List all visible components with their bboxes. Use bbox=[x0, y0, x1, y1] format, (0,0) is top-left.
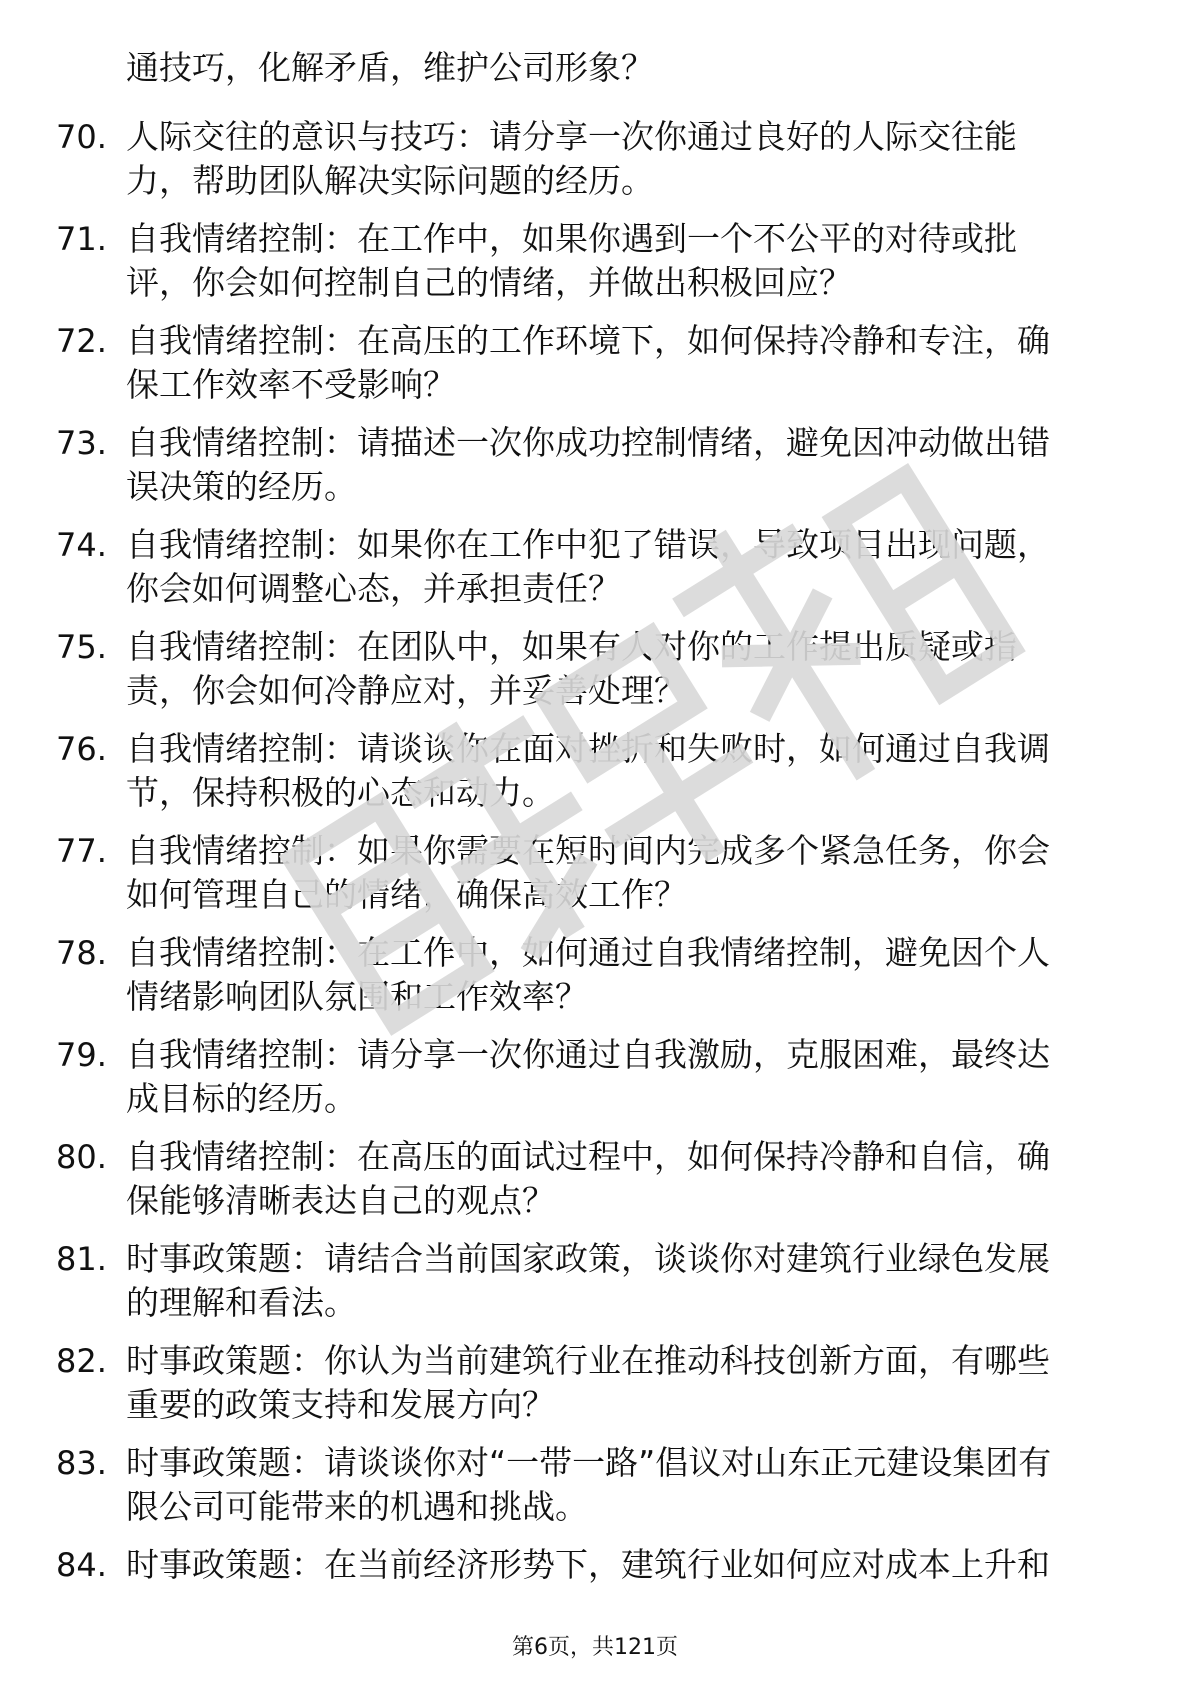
question-item bbox=[0, 1237, 1190, 1339]
question-text bbox=[126, 1033, 1126, 1121]
question-text-line: 自我情绪控制：如果你在工作中犯了错误，导致项目出现问题， bbox=[126, 525, 1050, 564]
question-text-line: 时事政策题：请谈谈你对“一带一路”倡议对山东正元建设集团有 bbox=[126, 1443, 1052, 1482]
question-item bbox=[0, 727, 1190, 829]
question-text-line: 如何管理自己的情绪，确保高效工作？ bbox=[126, 875, 687, 914]
question-text bbox=[126, 1339, 1126, 1427]
question-text-line: 自我情绪控制：在工作中，如果你遇到一个不公平的对待或批 bbox=[126, 219, 1017, 258]
question-text-line: 情绪影响团队氛围和工作效率？ bbox=[126, 977, 588, 1016]
question-number: 78. bbox=[56, 934, 107, 972]
question-text bbox=[126, 421, 1126, 509]
question-text-line: 保能够清晰表达自己的观点？ bbox=[126, 1181, 555, 1220]
question-text bbox=[126, 217, 1126, 305]
question-item bbox=[0, 1339, 1190, 1441]
question-text bbox=[126, 1441, 1126, 1529]
question-item bbox=[0, 1441, 1190, 1543]
question-text bbox=[126, 523, 1126, 611]
question-text-line: 自我情绪控制：在高压的工作环境下，如何保持冷静和专注，确 bbox=[126, 321, 1050, 360]
question-text bbox=[126, 625, 1126, 713]
question-text-line: 成目标的经历。 bbox=[126, 1079, 357, 1118]
question-number: 77. bbox=[56, 832, 107, 870]
question-number: 73. bbox=[56, 424, 107, 462]
question-item bbox=[0, 523, 1190, 625]
question-item bbox=[0, 1033, 1190, 1135]
question-item bbox=[0, 115, 1190, 217]
question-item bbox=[0, 1543, 1190, 1645]
question-text-line: 评，你会如何控制自己的情绪，并做出积极回应？ bbox=[126, 263, 852, 302]
question-text bbox=[126, 931, 1126, 1019]
question-text bbox=[126, 115, 1126, 203]
question-item bbox=[0, 217, 1190, 319]
question-text-line: 自我情绪控制：请描述一次你成功控制情绪，避免因冲动做出错 bbox=[126, 423, 1050, 462]
question-number: 84. bbox=[56, 1546, 107, 1584]
page-footer: 第6页，共121页 bbox=[512, 1635, 678, 1660]
question-number: 71. bbox=[56, 220, 107, 258]
question-item bbox=[0, 1135, 1190, 1237]
question-text-line: 责，你会如何冷静应对，并妥善处理？ bbox=[126, 671, 687, 710]
question-number: 75. bbox=[56, 628, 107, 666]
question-text-line: 节，保持积极的心态和动力。 bbox=[126, 773, 555, 812]
question-item bbox=[0, 931, 1190, 1033]
question-number: 82. bbox=[56, 1342, 107, 1380]
question-text-line: 时事政策题：请结合当前国家政策，谈谈你对建筑行业绿色发展 bbox=[126, 1239, 1050, 1278]
question-text-line: 自我情绪控制：在工作中，如何通过自我情绪控制，避免因个人 bbox=[126, 933, 1050, 972]
question-text-line: 人际交往的意识与技巧：请分享一次你通过良好的人际交往能 bbox=[126, 117, 1017, 156]
question-text-line: 的理解和看法。 bbox=[126, 1283, 357, 1322]
question-text bbox=[126, 829, 1126, 917]
question-text-line: 自我情绪控制：在团队中，如果有人对你的工作提出质疑或指 bbox=[126, 627, 1017, 666]
question-text bbox=[126, 1543, 1126, 1587]
question-item bbox=[0, 625, 1190, 727]
question-text-line: 时事政策题：在当前经济形势下，建筑行业如何应对成本上升和 bbox=[126, 1545, 1050, 1584]
question-number: 76. bbox=[56, 730, 107, 768]
question-text-line: 自我情绪控制：如果你需要在短时间内完成多个紧急任务，你会 bbox=[126, 831, 1050, 870]
question-text-line: 重要的政策支持和发展方向？ bbox=[126, 1385, 555, 1424]
question-number: 79. bbox=[56, 1036, 107, 1074]
question-item bbox=[0, 421, 1190, 523]
question-text bbox=[126, 319, 1126, 407]
question-item bbox=[0, 829, 1190, 931]
question-number: 70. bbox=[56, 118, 107, 156]
question-text-line: 时事政策题：你认为当前建筑行业在推动科技创新方面，有哪些 bbox=[126, 1341, 1050, 1380]
question-text bbox=[126, 1135, 1126, 1223]
question-text bbox=[126, 727, 1126, 815]
question-text-line: 你会如何调整心态，并承担责任？ bbox=[126, 569, 621, 608]
continuation-text: 通技巧，化解矛盾，维护公司形象？ bbox=[126, 48, 654, 87]
question-number: 81. bbox=[56, 1240, 107, 1278]
question-number: 72. bbox=[56, 322, 107, 360]
question-text-line: 自我情绪控制：在高压的面试过程中，如何保持冷静和自信，确 bbox=[126, 1137, 1050, 1176]
question-text-line: 自我情绪控制：请分享一次你通过自我激励，克服困难，最终达 bbox=[126, 1035, 1050, 1074]
question-text-line: 自我情绪控制：请谈谈你在面对挫折和失败时，如何通过自我调 bbox=[126, 729, 1050, 768]
question-item bbox=[0, 319, 1190, 421]
question-text-line: 保工作效率不受影响？ bbox=[126, 365, 456, 404]
question-text-line: 限公司可能带来的机遇和挑战。 bbox=[126, 1487, 588, 1526]
question-text-line: 误决策的经历。 bbox=[126, 467, 357, 506]
question-text bbox=[126, 1237, 1126, 1325]
question-number: 83. bbox=[56, 1444, 107, 1482]
question-number: 80. bbox=[56, 1138, 107, 1176]
question-number: 74. bbox=[56, 526, 107, 564]
question-text-line: 力，帮助团队解决实际问题的经历。 bbox=[126, 161, 654, 200]
question-list bbox=[0, 115, 1190, 1645]
